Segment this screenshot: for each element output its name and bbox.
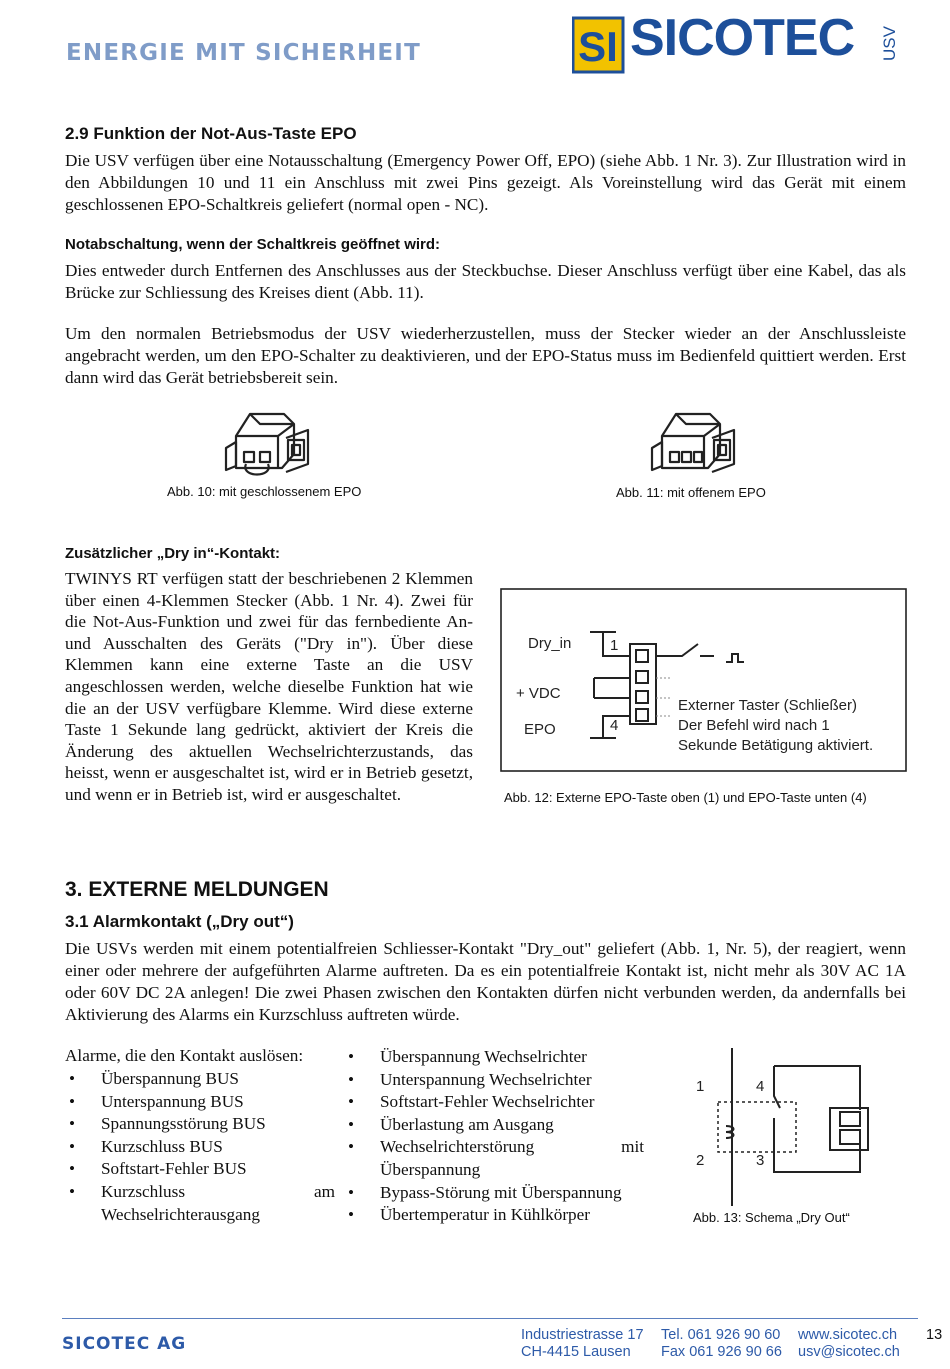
diagram-pin-4: 4	[610, 717, 619, 734]
diagram-node-2: 2	[696, 1152, 705, 1169]
footer-divider	[62, 1318, 918, 1319]
list-item: • Softstart-Fehler Wechselrichter	[344, 1091, 644, 1114]
header-tagline: ENERGIE MIT SICHERHEIT	[66, 40, 421, 66]
dry-out-paragraph: Die USVs werden mit einem potentialfreien Schliesser-Kontakt "Dry_out" geliefert (Abb. 1, Nr. 5), der reagiert, wenn einer oder mehrere der aufgeführten Alarme auftreten. Da es ein potentialfreie Kontakt ist, nicht mehr als 30V AC 1A oder 60V DC 2A anlegen! Die zwei Phasen zwischen den Kontakten dürfen nicht verbunden werden, da andernfalls bei Aktivierung des Alarms ein Kurzschluss auftreten würde.	[65, 939, 906, 1024]
footer-tel: Tel. 061 926 90 60	[661, 1327, 781, 1343]
list-item: • Überspannung BUS	[65, 1068, 335, 1091]
list-item: • Spannungsstörung BUS	[65, 1113, 335, 1136]
diagram-pin-1: 1	[610, 637, 619, 654]
footer-contact	[798, 1327, 900, 1361]
section-heading-3-1: 3.1 Alarmkontakt („Dry out“)	[65, 912, 294, 931]
diagram-node-4: 4	[756, 1078, 765, 1095]
diagram-label-epo: EPO	[524, 721, 556, 738]
epo-intro-paragraph: Die USV verfügen über eine Notausschaltung (Emergency Power Off, EPO) (siehe Abb. 1 Nr. 3). Zur Illustration wird in den Abbildungen 10 und 11 ein Anschluss mit zwei Pins gezeigt. Als Voreinstellung wird das Gerät mit einem geschlossenen EPO-Schaltkreis geliefert (normal open - NC).	[65, 151, 906, 214]
epo-connector-open-icon	[650, 408, 750, 480]
diagram-node-3: 3	[756, 1152, 765, 1169]
list-item: • Überspannung Wechselrichter	[344, 1046, 644, 1069]
betriebsmodus-paragraph: Um den normalen Betriebsmodus der USV wiederherzustellen, muss der Stecker wieder an der Anschlussleiste angebracht werden, um den EPO-Schalter zu deaktivieren, und der EPO-Status muss im Bedienfeld quittiert werden. Erst dann wird das Gerät betriebsbereit sein.	[65, 324, 906, 387]
footer-fax: Fax 061 926 90 66	[661, 1344, 782, 1360]
list-item: • Unterspannung Wechselrichter	[344, 1069, 644, 1092]
diagram-label-vdc: + VDC	[516, 685, 561, 702]
list-item: • Bypass-Störung mit Überspannung	[344, 1182, 644, 1205]
figure-11-caption: Abb. 11: mit offenem EPO	[616, 485, 766, 500]
diagram-label-dry-in: Dry_in	[528, 635, 572, 652]
footer-city: CH-4415 Lausen	[521, 1344, 631, 1360]
section-heading-3: 3. EXTERNE MELDUNGEN	[65, 878, 329, 901]
figure-12-caption: Abb. 12: Externe EPO-Taste oben (1) und EPO-Taste unten (4)	[504, 790, 867, 805]
diagram-note-line-2: Der Befehl wird nach 1	[678, 717, 830, 734]
subheading-notabschaltung: Notabschaltung, wenn der Schaltkreis geöffnet wird:	[65, 236, 441, 253]
figure-13-caption: Abb. 13: Schema „Dry Out“	[693, 1210, 850, 1225]
epo-external-button-diagram	[500, 588, 907, 772]
list-item: • Wechselrichterstörung mit Überspannung	[344, 1136, 644, 1181]
alarms-list-right	[344, 1046, 644, 1227]
list-item: • Kurzschluss BUS	[65, 1136, 335, 1159]
alarms-intro: Alarme, die den Kontakt auslösen:	[65, 1046, 304, 1065]
figure-10-connector-closed	[222, 408, 334, 480]
footer-street: Industriestrasse 17	[521, 1327, 644, 1343]
list-item: • Überlastung am Ausgang	[344, 1114, 644, 1137]
list-item: • Übertemperatur in Kühlkörper	[344, 1204, 644, 1227]
section-heading-2-9: 2.9 Funktion der Not-Aus-Taste EPO	[65, 124, 357, 143]
footer-web-link[interactable]: www.sicotec.ch	[798, 1327, 898, 1343]
notabschaltung-paragraph: Dies entweder durch Entfernen des Anschlusses aus der Steckbuchse. Dieser Anschluss verfügt über eine Kabel, das als Brücke zur Schliessung des Kreises dient (Abb. 11).	[65, 261, 906, 302]
footer-brand: SICOTEC AG	[62, 1334, 187, 1354]
list-item: • Softstart-Fehler BUS	[65, 1158, 335, 1181]
logo-wordmark: SICOTEC	[630, 9, 855, 67]
figure-10-caption: Abb. 10: mit geschlossenem EPO	[167, 484, 362, 499]
logo-mark-text: SI	[578, 23, 618, 70]
footer-email-link[interactable]: usv@sicotec.ch	[798, 1344, 900, 1360]
figure-11-connector-open	[650, 408, 750, 480]
dry-out-relay-diagram	[690, 1046, 890, 1208]
alarms-list-left	[65, 1068, 335, 1226]
list-item: • Kurzschluss am Wechselrichterausgang	[65, 1181, 335, 1226]
page-number: 13	[926, 1327, 943, 1343]
list-item: • Unterspannung BUS	[65, 1091, 335, 1114]
diagram-note-line-3: Sekunde Betätigung aktiviert.	[678, 737, 874, 754]
footer-phone	[661, 1327, 782, 1361]
figure-13-dry-out-schematic	[690, 1046, 890, 1208]
logo-suffix: USV	[880, 26, 899, 62]
footer-address	[521, 1327, 644, 1361]
diagram-note-line-1: Externer Taster (Schließer)	[678, 697, 857, 714]
diagram-node-1: 1	[696, 1078, 705, 1095]
dry-in-paragraph: TWINYS RT verfügen statt der beschriebenen 2 Klemmen über einen 4-Klemmen Stecker (Abb. 1 Nr. 4). Zwei für die Not-Aus-Funktion und zwei für das fernbediente An- und Ausschalten des Geräts ("Dry in"). Über diese Klemmen kann eine externe Taste an die USV angeschlossen werden, welche dieselbe Funktion hat wie die an der USV verfügbare Klemme. Wird diese externe Taste 1 Sekunde lang gedrückt, aktiviert der Kreis die Änderung des aktuellen Wechselrichterzustands, das heisst, wenn er ausgeschaltet ist, wird er in Betrieb gesetzt, und wenn er in Betrieb ist, wird er ausgeschaltet.	[65, 569, 473, 804]
epo-connector-closed-icon	[222, 408, 334, 480]
subheading-dry-in: Zusätzlicher „Dry in“-Kontakt:	[65, 545, 281, 562]
figure-12-epo-schematic	[500, 588, 907, 772]
